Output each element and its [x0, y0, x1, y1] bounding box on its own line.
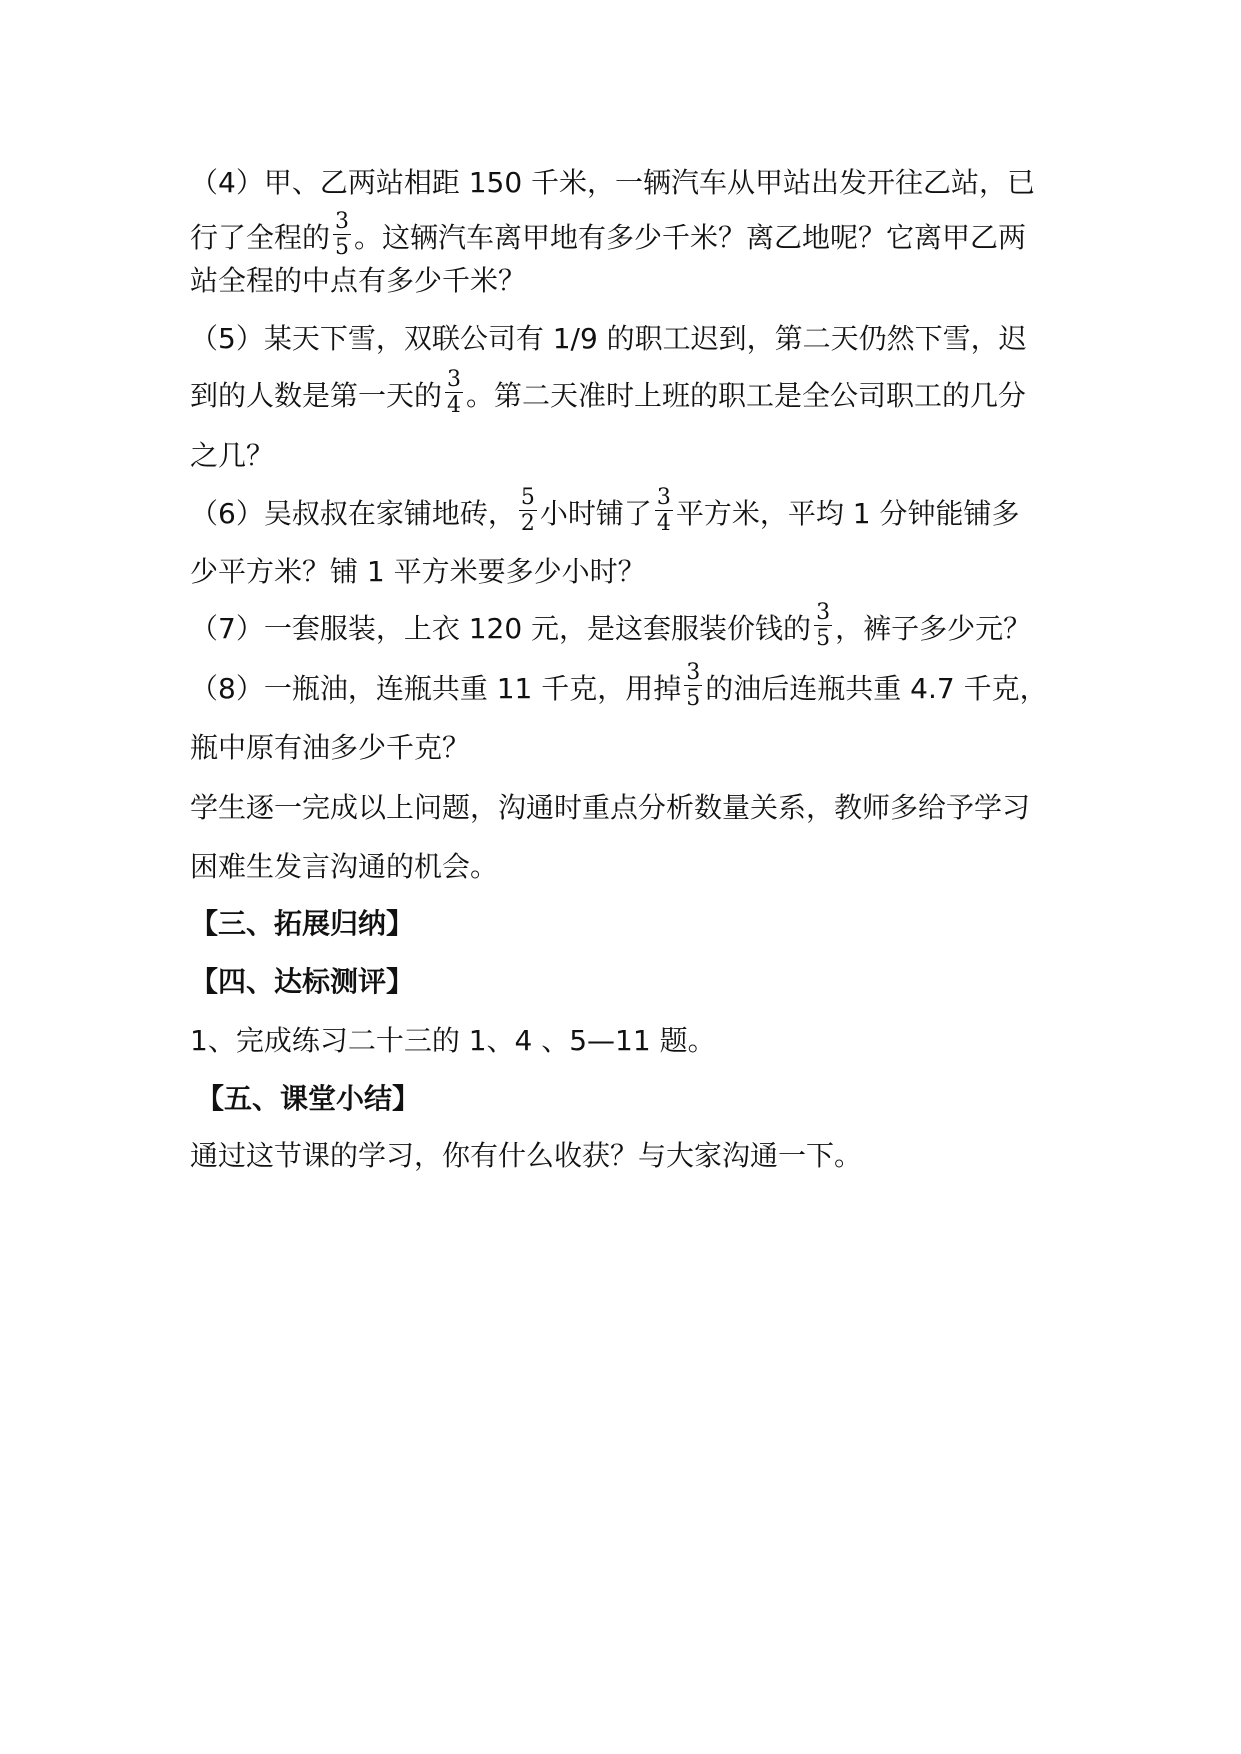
- q6-fraction-hours-numerator: 5: [520, 485, 535, 510]
- q8-line-1: [190, 660, 1070, 714]
- q4-line-1: （4）甲、乙两站相距 150 千米，一辆汽车从甲站出发开往乙站，已: [190, 166, 1036, 199]
- q4-line-2-start: 行了全程的: [190, 221, 331, 254]
- section-heading-assessment: 【四、达标测评】: [190, 965, 415, 998]
- teacher-note-line-1: 学生逐一完成以上问题，沟通时重点分析数量关系，教师多给予学习: [190, 791, 1031, 824]
- q5-fraction-denominator: 4: [447, 393, 462, 418]
- q6-fraction-area: [655, 487, 673, 535]
- q4-fraction-denominator: 5: [335, 235, 350, 260]
- q6-line-2: 少平方米？铺 1 平方米要多少小时？: [190, 555, 646, 588]
- q4-fraction-numerator: 3: [335, 209, 350, 234]
- q7-fraction-denominator: 5: [816, 626, 831, 651]
- q7-fraction: [814, 602, 832, 650]
- q4-line-2: [190, 209, 1070, 263]
- q7-line-1-end: ，裤子多少元？: [835, 612, 1032, 645]
- teacher-note-line-2: 困难生发言沟通的机会。: [190, 850, 499, 883]
- q5-line-1: （5）某天下雪，双联公司有 1/9 的职工迟到，第二天仍然下雪，迟: [190, 322, 1027, 355]
- q7-line-1: [190, 600, 1070, 654]
- q6-line-1-middle: 小时铺了: [539, 497, 652, 530]
- q7-fraction-numerator: 3: [816, 600, 831, 625]
- q5-fraction: [445, 369, 463, 417]
- q6-line-1: [190, 485, 1070, 539]
- q5-fraction-numerator: 3: [447, 367, 462, 392]
- q6-fraction-area-numerator: 3: [656, 485, 671, 510]
- q6-fraction-hours: [519, 487, 537, 535]
- q8-fraction: [684, 662, 702, 710]
- q8-line-1-end: 的油后连瓶共重 4.7 千克，: [705, 672, 1048, 705]
- q8-line-1-start: （8）一瓶油，连瓶共重 11 千克，用掉: [190, 672, 682, 705]
- q7-line-1-start: （7）一套服装，上衣 120 元，是这套服装价钱的: [190, 612, 812, 645]
- q5-line-2-start: 到的人数是第一天的: [190, 379, 443, 412]
- q6-fraction-hours-denominator: 2: [520, 511, 535, 536]
- q5-line-2-end: 。第二天准时上班的职工是全公司职工的几分: [466, 379, 1027, 412]
- q6-line-1-end: 平方米，平均 1 分钟能铺多: [675, 497, 1020, 530]
- assessment-task-1: 1、完成练习二十三的 1、4 、5—11 题。: [190, 1024, 716, 1057]
- section-heading-extension: 【三、拓展归纳】: [190, 907, 415, 940]
- section-heading-summary: 【五、课堂小结】: [196, 1082, 421, 1115]
- q4-line-3: 站全程的中点有多少千米？: [190, 264, 527, 297]
- q8-fraction-denominator: 5: [686, 686, 701, 711]
- q8-line-2: 瓶中原有油多少千克？: [190, 731, 471, 764]
- q4-line-2-end: 。这辆汽车离甲地有多少千米？离乙地呢？它离甲乙两: [354, 221, 1027, 254]
- summary-text: 通过这节课的学习，你有什么收获？与大家沟通一下。: [190, 1139, 863, 1172]
- q5-line-3: 之几？: [190, 439, 275, 472]
- q8-fraction-numerator: 3: [686, 660, 701, 685]
- q5-line-2: [190, 367, 1070, 421]
- q6-line-1-start: （6）吴叔叔在家铺地砖，: [190, 497, 516, 530]
- q6-fraction-area-denominator: 4: [656, 511, 671, 536]
- q4-fraction: [333, 211, 351, 259]
